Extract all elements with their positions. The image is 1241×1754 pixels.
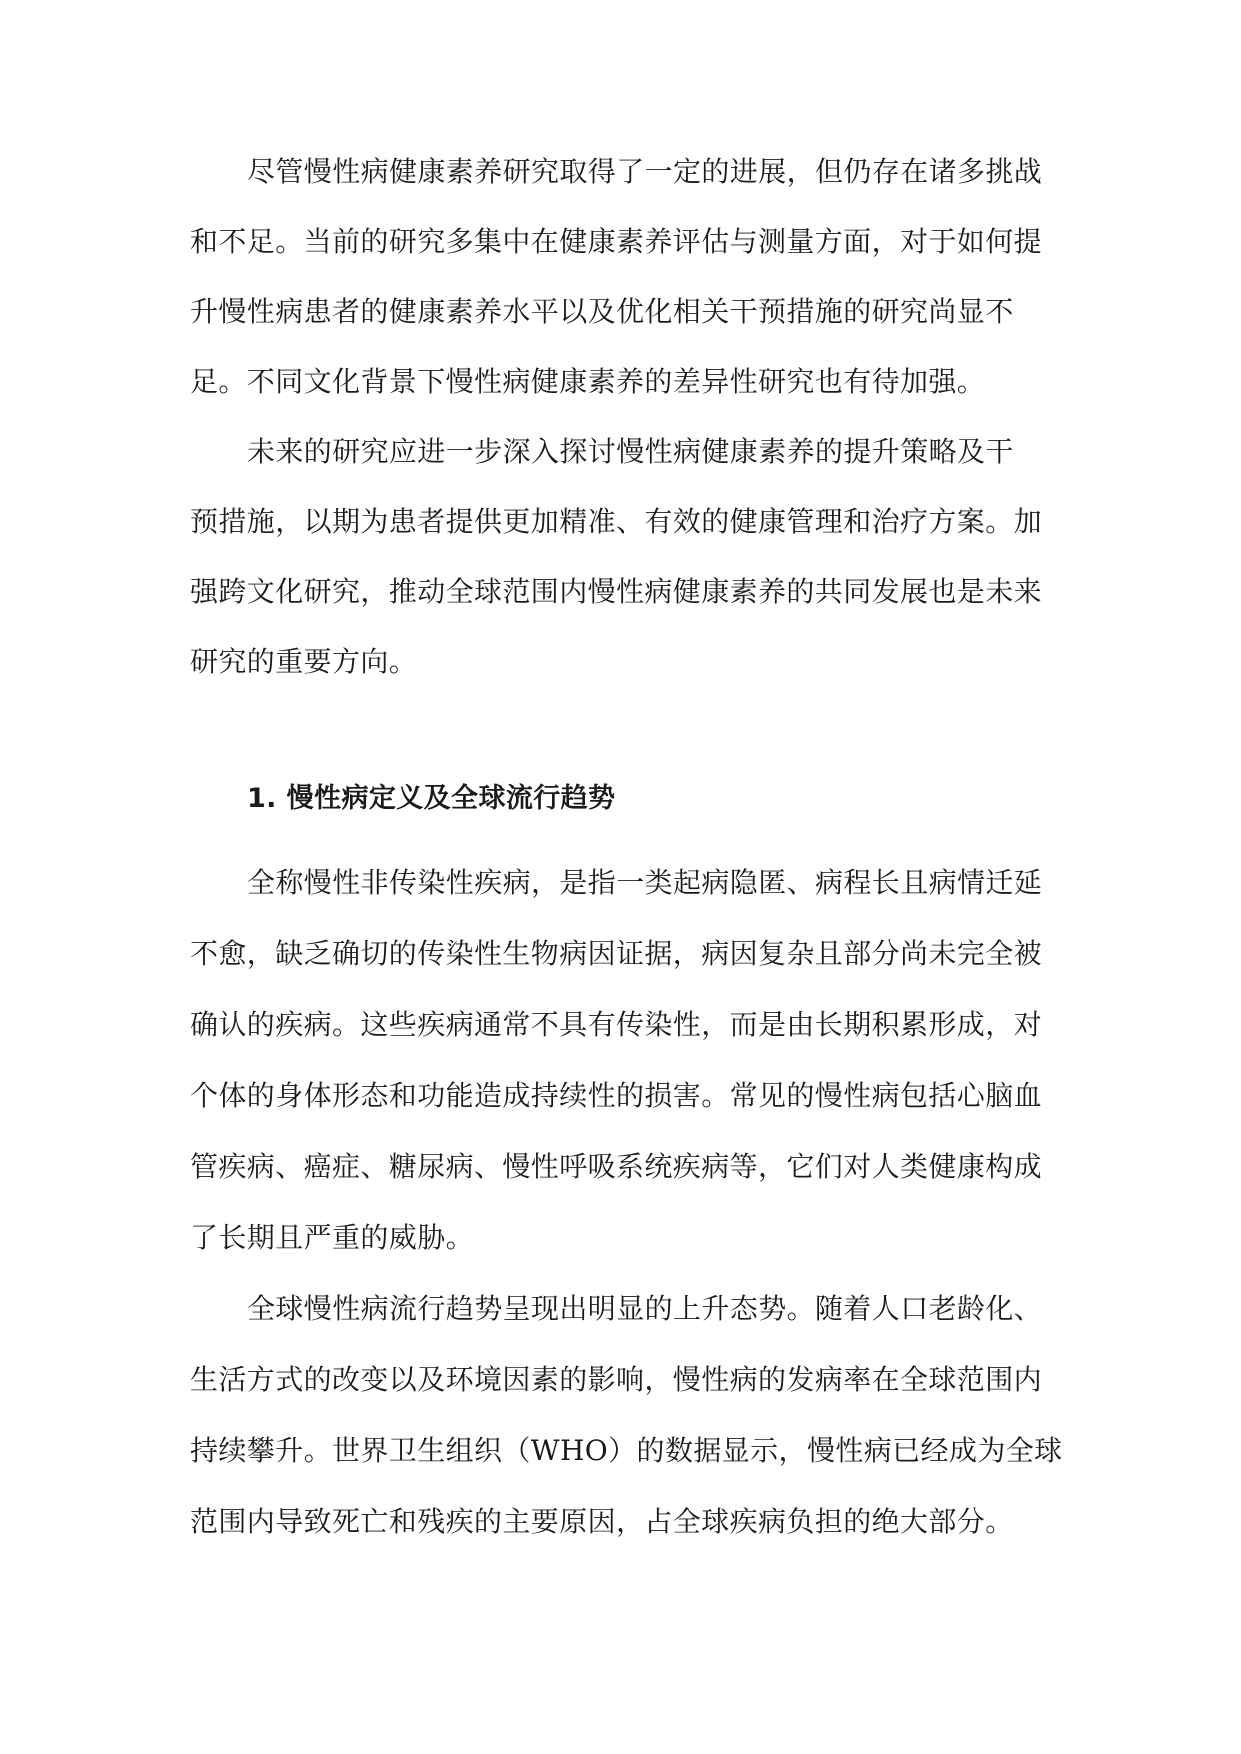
- section-paragraph-1-line-1: 全称慢性非传染性疾病，是指一类起病隐匿、病程长且病情迁延: [247, 866, 1043, 899]
- paragraph-2-line-4: 研究的重要方向。: [190, 645, 418, 678]
- section-paragraph-2-line-3: 持续攀升。世界卫生组织（WHO）的数据显示，慢性病已经成为全球: [190, 1434, 1063, 1467]
- section-paragraph-1-line-5: 管疾病、癌症、糖尿病、慢性呼吸系统疾病等，它们对人类健康构成: [190, 1150, 1043, 1183]
- section-paragraph-2-line-2: 生活方式的改变以及环境因素的影响，慢性病的发病率在全球范围内: [190, 1363, 1043, 1396]
- paragraph-2-line-2: 预措施，以期为患者提供更加精准、有效的健康管理和治疗方案。加: [190, 505, 1043, 538]
- section-paragraph-1-line-3: 确认的疾病。这些疾病通常不具有传染性，而是由长期积累形成，对: [190, 1008, 1043, 1041]
- paragraph-1-line-3: 升慢性病患者的健康素养水平以及优化相关干预措施的研究尚显不: [190, 295, 1014, 328]
- section-paragraph-1-line-6: 了长期且严重的威胁。: [190, 1221, 475, 1254]
- section-paragraph-2-line-4: 范围内导致死亡和残疾的主要原因，占全球疾病负担的绝大部分。: [190, 1505, 1014, 1538]
- paragraph-2-line-3: 强跨文化研究，推动全球范围内慢性病健康素养的共同发展也是未来: [190, 575, 1043, 608]
- paragraph-1-line-1: 尽管慢性病健康素养研究取得了一定的进展，但仍存在诸多挑战: [247, 155, 1043, 188]
- paragraph-2-line-1: 未来的研究应进一步深入探讨慢性病健康素养的提升策略及干: [247, 435, 1014, 468]
- section-heading: 1. 慢性病定义及全球流行趋势: [247, 783, 616, 814]
- paragraph-1-line-2: 和不足。当前的研究多集中在健康素养评估与测量方面，对于如何提: [190, 225, 1043, 258]
- paragraph-1-line-4: 足。不同文化背景下慢性病健康素养的差异性研究也有待加强。: [190, 365, 986, 398]
- section-paragraph-1-line-2: 不愈，缺乏确切的传染性生物病因证据，病因复杂且部分尚未完全被: [190, 937, 1043, 970]
- section-paragraph-2-line-1: 全球慢性病流行趋势呈现出明显的上升态势。随着人口老龄化、: [247, 1292, 1043, 1325]
- section-paragraph-1-line-4: 个体的身体形态和功能造成持续性的损害。常见的慢性病包括心脑血: [190, 1079, 1043, 1112]
